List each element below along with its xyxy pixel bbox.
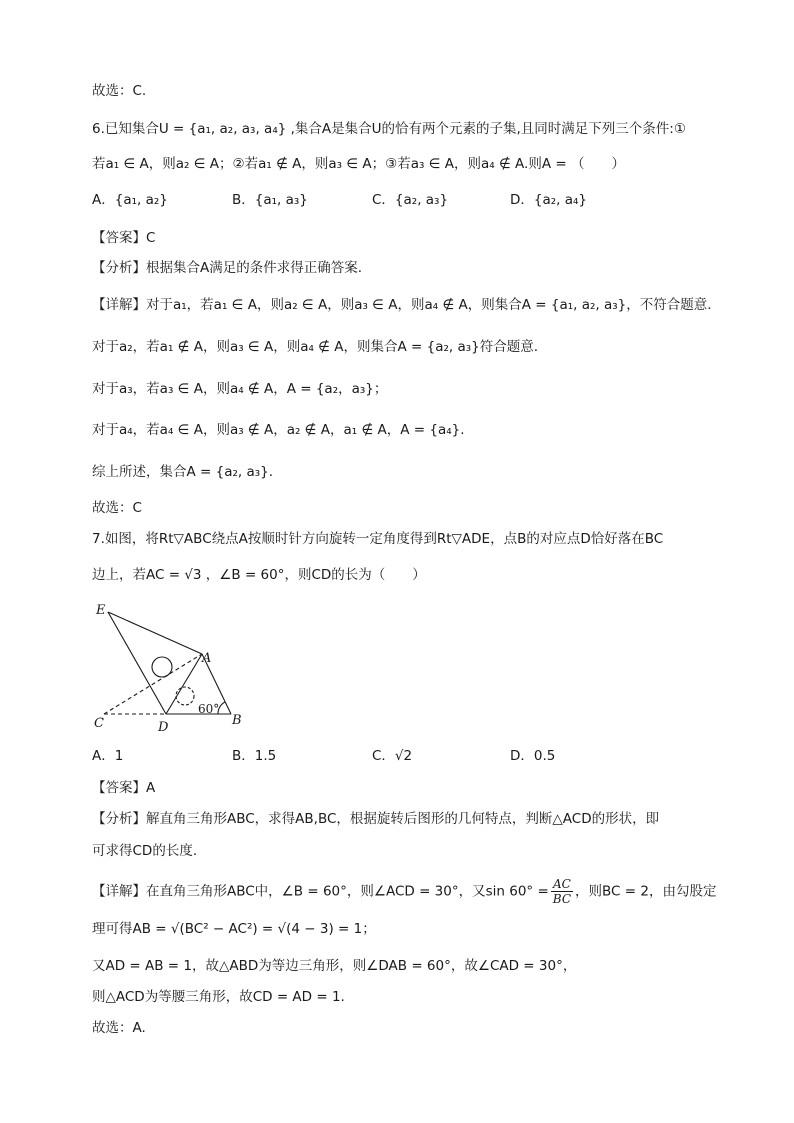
fraction-ac-over-bc: $\frac{AC}{BC}$ bbox=[552, 877, 572, 906]
option-c: C．√2 bbox=[372, 748, 413, 764]
option-b: B．{a₁, a₃} bbox=[232, 192, 308, 208]
analysis-7-line2: 可求得CD的长度. bbox=[92, 843, 198, 859]
option-a: A．1 bbox=[92, 748, 124, 764]
solution-7-line1 bbox=[92, 877, 717, 906]
question-6-stem-line1: 6.已知集合U = {a₁, a₂, a₃, a₄} ,集合A是集合U的恰有两个元素的子集,且同时满足下列三个条件:① bbox=[92, 121, 686, 137]
circle-mark bbox=[152, 657, 172, 677]
solution-7-line1-text-a: 【详解】在直角三角形ABC中，∠B = 60°，则∠ACD = 30°，又sin 60° = bbox=[92, 883, 549, 900]
option-d: D．0.5 bbox=[510, 748, 556, 764]
solution-7-line4: 则△ACD为等腰三角形，故CD = AD = 1. bbox=[92, 989, 345, 1005]
option-d: D．{a₂, a₄} bbox=[510, 192, 588, 208]
question-7-stem-line2: 边上，若AC = √3 ，∠B = 60°，则CD的长为（ ） bbox=[92, 567, 426, 583]
option-b: B．1.5 bbox=[232, 748, 277, 764]
geometry-figure bbox=[92, 600, 252, 738]
line-q5-choice: 故选：C. bbox=[92, 83, 147, 99]
solution-7-line3: 又AD = AB = 1，故△ABD为等边三角形，则∠DAB = 60°，故∠CAD = 30°， bbox=[92, 958, 577, 974]
label-c: C bbox=[94, 716, 104, 731]
segment-ed bbox=[108, 612, 166, 714]
choice-7: 故选：A. bbox=[92, 1020, 146, 1036]
question-6-options bbox=[92, 190, 712, 210]
question-7-stem-line1: 7.如图，将Rt▽ABC绕点A按顺时针方向旋转一定角度得到Rt▽ADE，点B的对应点D恰好落在BC bbox=[92, 531, 664, 547]
segment-ea bbox=[108, 612, 202, 654]
answer-7: 【答案】A bbox=[92, 780, 156, 796]
solution-6-line5: 综上所述，集合A = {a₂, a₃}. bbox=[92, 464, 274, 480]
option-c: C．{a₂, a₃} bbox=[372, 192, 449, 208]
solution-6-line2: 对于a₂，若a₁ ∉ A，则a₃ ∈ A，则a₄ ∉ A，则集合A = {a₂, a₃}符合题意. bbox=[92, 339, 539, 355]
label-d: D bbox=[158, 720, 169, 735]
solution-6-line1: 【详解】对于a₁，若a₁ ∈ A，则a₂ ∈ A，则a₃ ∈ A，则a₄ ∉ A，则集合A = {a₁, a₂, a₃}，不符合题意. bbox=[92, 297, 712, 313]
label-e: E bbox=[96, 603, 106, 618]
solution-6-line3: 对于a₃，若a₃ ∈ A，则a₄ ∉ A，A = {a₂，a₃}； bbox=[92, 381, 388, 397]
question-6-stem-line2: 若a₁ ∈ A，则a₂ ∈ A；②若a₁ ∉ A，则a₃ ∈ A；③若a₃ ∈ A，则a₄ ∉ A.则A = （ ） bbox=[92, 156, 625, 172]
solution-6-line4: 对于a₄，若a₄ ∈ A，则a₃ ∉ A，a₂ ∉ A，a₁ ∉ A，A = {a₄}. bbox=[92, 422, 465, 438]
label-b: B bbox=[232, 713, 242, 728]
analysis-6: 【分析】根据集合A满足的条件求得正确答案. bbox=[92, 260, 363, 276]
dashed-circle-mark bbox=[176, 687, 194, 705]
analysis-7-line1: 【分析】解直角三角形ABC，求得AB,BC，根据旋转后图形的几何特点，判断△ACD的形状，即 bbox=[92, 811, 660, 827]
answer-6: 【答案】C bbox=[92, 230, 156, 246]
option-a: A．{a₁, a₂} bbox=[92, 192, 168, 208]
solution-7-line1-text-b: ，则BC = 2，由勾股定 bbox=[575, 883, 717, 900]
label-a: A bbox=[202, 651, 212, 666]
label-angle-60: 60° bbox=[198, 702, 220, 716]
solution-7-line2: 理可得AB = √(BC² − AC²) = √(4 − 3) = 1； bbox=[92, 921, 376, 937]
choice-6: 故选：C bbox=[92, 500, 142, 516]
question-7-options bbox=[92, 746, 712, 766]
